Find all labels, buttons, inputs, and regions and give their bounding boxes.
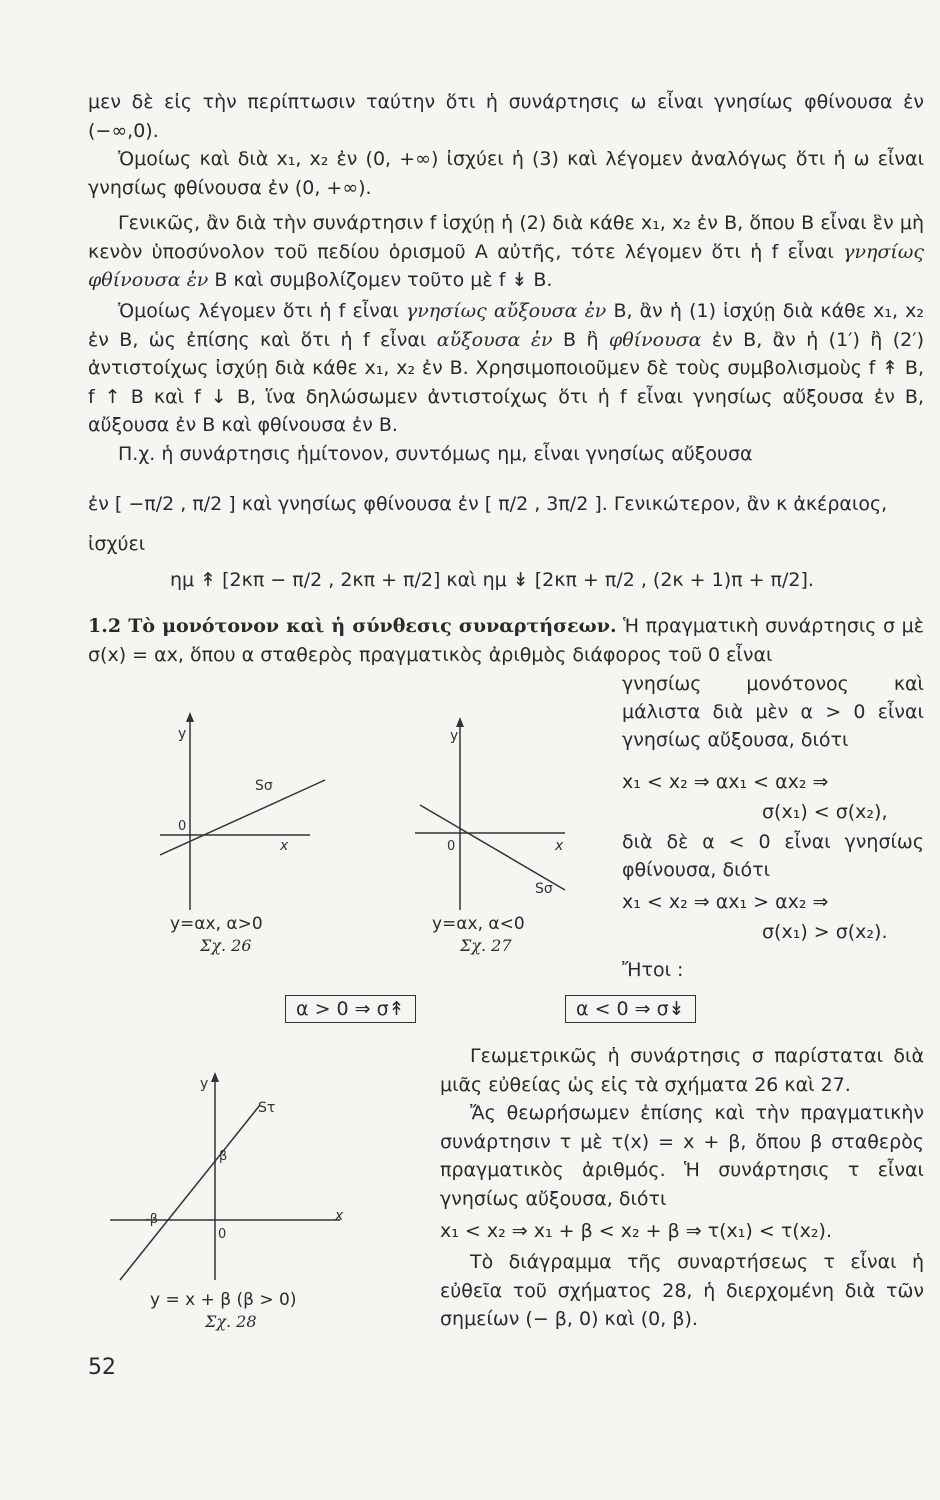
paragraph-5 bbox=[88, 440, 924, 469]
fig28-y-arrow bbox=[211, 1072, 219, 1082]
p4-e: B ἢ bbox=[552, 328, 609, 351]
hence-label bbox=[622, 956, 683, 984]
paragraph-3-text-c: B καὶ συμβολίζομεν τοῦτο μὲ f ↡ B. bbox=[208, 269, 553, 291]
fig28-beta-label: β bbox=[219, 1149, 228, 1164]
interval-line bbox=[88, 490, 924, 518]
hence-text: Ἤτοι : bbox=[622, 959, 684, 981]
paragraph-12-text: Τὸ διάγραμμα τῆς συναρτήσεως τ εἶναι ἡ εὐθεῖα τοῦ σχήματος 28, ἡ διερχομένη διὰ τῶν σημείων (− β, 0) καὶ (0, β). bbox=[440, 1251, 924, 1330]
fig28-minus-beta-label: -β bbox=[145, 1212, 158, 1227]
figure-27 bbox=[415, 715, 590, 915]
p4-f: φθίνουσα bbox=[608, 328, 702, 351]
fig26-graph-label: Sσ bbox=[255, 778, 273, 794]
implication-1-text: x₁ < x₂ ⇒ αx₁ < αx₂ ⇒ bbox=[622, 771, 829, 793]
fig27-number: Σχ. 27 bbox=[460, 936, 512, 955]
implication-1 bbox=[622, 768, 828, 796]
right-column-2 bbox=[622, 828, 924, 884]
fig26-y-label: y bbox=[178, 726, 187, 742]
tau-implication bbox=[440, 1217, 832, 1245]
paragraph-3 bbox=[88, 209, 924, 295]
figure-28 bbox=[105, 1070, 365, 1285]
fig28-number: Σχ. 28 bbox=[205, 1312, 257, 1331]
paragraph-9-text: Γεωμετρικῶς ἡ συνάρτησις σ παρίσταται διὰ μιᾶς εὐθείας ὡς εἰς τὰ σχήματα 26 καὶ 27. bbox=[440, 1045, 924, 1096]
section-title: 1.2 Τὸ μονότονον καὶ ἡ σύνθεσις συναρτήσεων. bbox=[88, 615, 617, 637]
paragraph-3-text-a: Γενικῶς, ἂν διὰ τὴν συνάρτησιν f ἰσχύῃ ἡ (2) διὰ κάθε x₁, x₂ ἐν B, ὅπου B εἶναι ἓν μὴ κενὸν ὑποσύνολον τοῦ πεδίου ὁρισμοῦ A αὐτῆς, τότε λέγομεν ὅτι ἡ f εἶναι bbox=[88, 212, 924, 263]
paragraph-2-text: Ὁμοίως καὶ διὰ x₁, x₂ ἐν (0, +∞) ἰσχύει ἡ (3) καὶ λέγομεν ἀναλόγως ὅτι ἡ ω εἶναι γνησίως φθίνουσα ἐν (0, +∞). bbox=[88, 148, 924, 199]
holds-line bbox=[88, 530, 145, 558]
paragraph-9 bbox=[440, 1042, 924, 1099]
paragraph-1-text: μεν δὲ εἰς τὴν περίπτωσιν ταύτην ὅτι ἡ συνάρτησις ω εἶναι γνησίως φθίνουσα ἐν (−∞,0). bbox=[88, 91, 924, 142]
paragraph-1 bbox=[88, 88, 924, 145]
right-column-1 bbox=[622, 670, 924, 754]
p4-a: Ὁμοίως λέγομεν ὅτι ἡ f εἶναι bbox=[118, 300, 406, 322]
fig28-line bbox=[120, 1105, 260, 1280]
section-1-2 bbox=[88, 612, 924, 669]
fig27-y-arrow bbox=[456, 717, 464, 727]
fig26-origin-label: 0 bbox=[178, 819, 187, 834]
implication-2-text: x₁ < x₂ ⇒ αx₁ > αx₂ ⇒ bbox=[622, 891, 829, 913]
implication-1-result-text: σ(x₁) < σ(x₂), bbox=[762, 801, 888, 823]
paragraph-3-italic: γνησίως φθίνουσα ἐν bbox=[88, 240, 924, 291]
fig27-graph-label: Sσ bbox=[535, 881, 553, 897]
implication-1-result bbox=[762, 798, 888, 826]
fig28-caption: y = x + β (β > 0) bbox=[150, 1290, 297, 1310]
implication-2-result-text: σ(x₁) > σ(x₂). bbox=[762, 921, 888, 943]
fig28-graph-label: Sτ bbox=[258, 1100, 276, 1116]
section-text: Ἡ πραγματικὴ συνάρτησις σ μὲ σ(x) = αx, ὅπου α σταθερὸς πραγματικὸς ἀριθμὸς διάφορος τοῦ 0 εἶναι bbox=[88, 615, 924, 666]
fig27-line bbox=[420, 805, 565, 890]
right-text-1: γνησίως μονότονος καὶ μάλιστα διὰ μὲν α > 0 εἶναι γνησίως αὔξουσα, διότι bbox=[622, 673, 924, 751]
page-number: 52 bbox=[88, 1355, 116, 1380]
paragraph-10 bbox=[440, 1099, 924, 1213]
fig27-caption: y=αx, α<0 bbox=[432, 914, 525, 934]
fig26-y-arrow bbox=[186, 712, 194, 722]
holds-text: ἰσχύει bbox=[88, 533, 146, 555]
p4-d: αὔξουσα ἐν bbox=[436, 328, 553, 351]
fig26-x-label: x bbox=[280, 838, 289, 854]
paragraph-2 bbox=[88, 145, 924, 202]
interval-text: ἐν [ −π/2 , π/2 ] καὶ γνησίως φθίνουσα ἐν [ π/2 , 3π/2 ]. Γενικώτερον, ἂν κ ἀκέραιος, bbox=[88, 493, 888, 515]
p4-g: ἐν B, ἂν ἡ (1′) ἢ (2′) ἀντιστοίχως ἰσχύῃ διὰ κάθε x₁, x₂ ἐν B. Χρησιμοποιοῦμεν δὲ τοὺς συμβολισμοὺς f ↟ B, f ↑ B καὶ f ↓ B, ἵνα δηλώσωμεν ἀντιστοίχως ὅτι ἡ f εἶναι γνησίως αὔξουσα ἐν B, αὔξουσα ἐν B καὶ φθίνουσα ἐν B. bbox=[88, 328, 924, 436]
right-text-2: διὰ δὲ α < 0 εἶναι γνησίως φθίνουσα, διότι bbox=[622, 831, 924, 881]
paragraph-4 bbox=[88, 297, 924, 440]
fig27-x-label: x bbox=[555, 838, 564, 854]
fig28-x-label: x bbox=[335, 1208, 344, 1224]
fig26-number: Σχ. 26 bbox=[200, 936, 252, 955]
fig27-y-label: y bbox=[450, 728, 459, 744]
implication-2-result bbox=[762, 918, 888, 946]
box-increasing: α > 0 ⇒ σ↟ bbox=[285, 995, 416, 1023]
fig27-origin-label: 0 bbox=[447, 839, 456, 854]
p4-b: γνησίως αὔξουσα ἐν bbox=[405, 300, 607, 322]
tau-implication-text: x₁ < x₂ ⇒ x₁ + β < x₂ + β ⇒ τ(x₁) < τ(x₂). bbox=[440, 1220, 832, 1242]
sine-formula-text: ημ ↟ [2κπ − π/2 , 2κπ + π/2] καὶ ημ ↡ [2κπ + π/2 , (2κ + 1)π + π/2]. bbox=[170, 569, 814, 591]
paragraph-10-text: Ἄς θεωρήσωμεν ἐπίσης καὶ τὴν πραγματικὴν συνάρτησιν τ μὲ τ(x) = x + β, ὅπου β σταθερὸς πραγματικὸς ἀριθμός. Ἡ συνάρτησις τ εἶναι γνησίως αὔξουσα, διότι bbox=[440, 1102, 924, 1210]
fig28-origin-label: 0 bbox=[218, 1227, 227, 1242]
box-decreasing: α < 0 ⇒ σ↡ bbox=[565, 995, 696, 1023]
paragraph-12 bbox=[440, 1248, 924, 1334]
figure-26 bbox=[160, 710, 330, 920]
paragraph-5-text: Π.χ. ἡ συνάρτησις ἡμίτονον, συντόμως ημ, εἶναι γνησίως αὔξουσα bbox=[118, 443, 753, 465]
p4-c: B, ἂν ἡ (1) ἰσχύῃ διὰ κάθε x₁, x₂ ἐν B, ὡς ἐπίσης καὶ ὅτι ἡ f εἶναι bbox=[88, 300, 925, 351]
fig26-line bbox=[160, 780, 325, 855]
implication-2 bbox=[622, 888, 828, 916]
fig28-y-label: y bbox=[200, 1076, 209, 1092]
sine-monotonic-formula bbox=[170, 566, 814, 594]
fig26-caption: y=αx, α>0 bbox=[170, 914, 263, 934]
